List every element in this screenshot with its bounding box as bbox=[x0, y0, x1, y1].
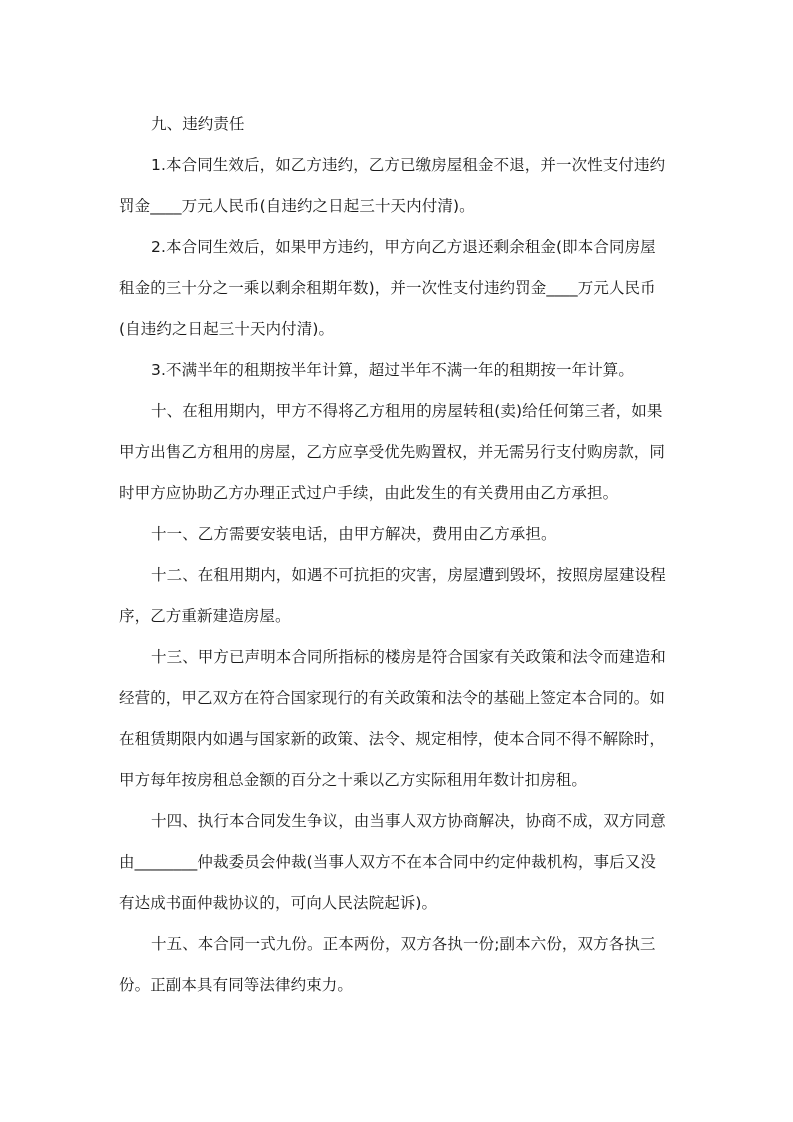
text-line: 十、在租用期内，甲方不得将乙方租用的房屋转租(卖)给任何第三者，如果 bbox=[151, 402, 663, 420]
text-line: 3.不满半年的租期按半年计算，超过半年不满一年的租期按一年计算。 bbox=[151, 361, 634, 379]
text-line: 罚金____万元人民币(自违约之日起三十天内付清)。 bbox=[119, 197, 475, 215]
paragraph-section-9-heading bbox=[119, 104, 687, 145]
paragraph-section-11 bbox=[119, 514, 687, 555]
text-line: 十四、执行本合同发生争议，由当事人双方协商解决，协商不成，双方同意 bbox=[151, 812, 666, 830]
text-line: 2.本合同生效后，如果甲方违约，甲方向乙方退还剩余租金(即本合同房屋 bbox=[151, 238, 656, 256]
paragraph-section-14 bbox=[119, 801, 687, 924]
text-line: (自违约之日起三十天内付清)。 bbox=[119, 320, 335, 338]
paragraph-clause-9-2 bbox=[119, 227, 687, 350]
text-line: 九、违约责任 bbox=[151, 115, 245, 133]
text-line: 序，乙方重新建造房屋。 bbox=[119, 607, 291, 625]
text-line: 由________仲裁委员会仲裁(当事人双方不在本合同中约定仲裁机构，事后又没 bbox=[119, 853, 656, 871]
text-line: 1.本合同生效后，如乙方违约，乙方已缴房屋租金不退，并一次性支付违约 bbox=[151, 156, 666, 174]
text-line: 时甲方应协助乙方办理正式过户手续，由此发生的有关费用由乙方承担。 bbox=[119, 484, 619, 502]
text-line: 在租赁期限内如遇与国家新的政策、法令、规定相悖，使本合同不得不解除时， bbox=[119, 730, 666, 748]
text-line: 有达成书面仲裁协议的，可向人民法院起诉)。 bbox=[119, 894, 438, 912]
text-line: 租金的三十分之一乘以剩余租期年数)，并一次性支付违约罚金____万元人民币 bbox=[119, 279, 656, 297]
text-line: 十三、甲方已声明本合同所指标的楼房是符合国家有关政策和法令而建造和 bbox=[151, 648, 666, 666]
paragraph-section-12 bbox=[119, 555, 687, 637]
text-line: 十五、本合同一式九份。正本两份，双方各执一份;副本六份，双方各执三 bbox=[151, 935, 656, 953]
text-line: 十二、在租用期内，如遇不可抗拒的灾害，房屋遭到毁坏，按照房屋建设程 bbox=[151, 566, 666, 584]
paragraph-clause-9-3 bbox=[119, 350, 687, 391]
text-line: 甲方出售乙方租用的房屋，乙方应享受优先购置权，并无需另行支付购房款，同 bbox=[119, 443, 666, 461]
text-line: 份。正副本具有同等法律约束力。 bbox=[119, 976, 354, 994]
text-line: 甲方每年按房租总金额的百分之十乘以乙方实际租用年数计扣房租。 bbox=[119, 771, 588, 789]
text-line: 经营的，甲乙双方在符合国家现行的有关政策和法令的基础上签定本合同的。如 bbox=[119, 689, 666, 707]
paragraph-section-15 bbox=[119, 924, 687, 1006]
text-line: 十一、乙方需要安装电话，由甲方解决，费用由乙方承担。 bbox=[151, 525, 557, 543]
document-body bbox=[119, 104, 687, 1006]
paragraph-clause-9-1 bbox=[119, 145, 687, 227]
paragraph-section-10 bbox=[119, 391, 687, 514]
paragraph-section-13 bbox=[119, 637, 687, 801]
